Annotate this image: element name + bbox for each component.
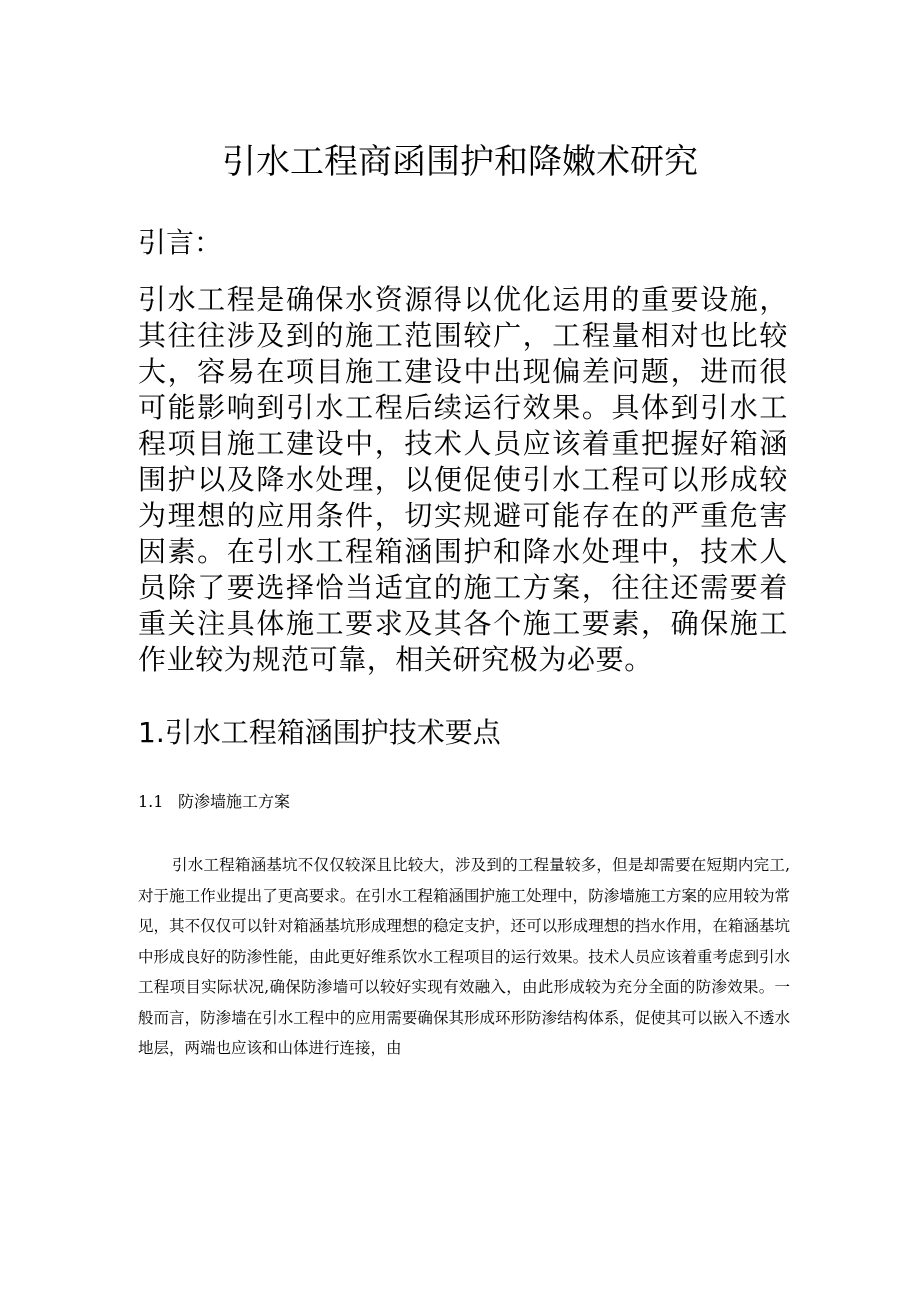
body-paragraph: 引水工程箱涵基坑不仅仅较深且比较大，涉及到的工程量较多，但是却需要在短期内完工,对于施工作业提出了更高要求。在引水工程箱涵围护施工处理中，防渗墙施工方案的应用较为常见，其不仅仅可以针对箱涵基坑形成理想的稳定支护，还可以形成理想的挡水作用，在箱涵基坑中形成良好的防渗性能，由此更好维系饮水工程项目的运行效果。技术人员应该着重考虑到引水工程项目实际状况,确保防渗墙可以较好实现有效融入，由此形成较为充分全面的防渗效果。一般而言，防渗墙在引水工程中的应用需要确保其形成环形防渗结构体系，促使其可以嵌入不透水地层，两端也应该和山体进行连接，由 [138,856,790,1057]
document-title: 引水工程商函围护和降嫩术研究 [222,142,698,182]
subsection-heading [138,790,290,814]
subsection-number: 1.1 [138,792,164,811]
section-heading: 1.引水工程箱涵围护技术要点 [138,716,501,749]
intro-paragraph: 引水工程是确保水资源得以优化运用的重要设施，其往往涉及到的施工范围较广，工程量相对也比较大，容易在项目施工建设中出现偏差问题，进而很可能影响到引水工程后续运行效果。具体到引水工程项目施工建设中，技术人员应该着重把握好箱涵围护以及降水处理，以便促使引水工程可以形成较为理想的应用条件，切实规避可能存在的严重危害因素。在引水工程箱涵围护和降水处理中，技术人员除了要选择恰当适宜的施工方案，往往还需要着重关注具体施工要求及其各个施工要素，确保施工作业较为规范可靠，相关研究极为必要。 [138,283,788,676]
subsection-title: 防渗墙施工方案 [178,792,291,811]
intro-label: 引言： [138,226,223,259]
